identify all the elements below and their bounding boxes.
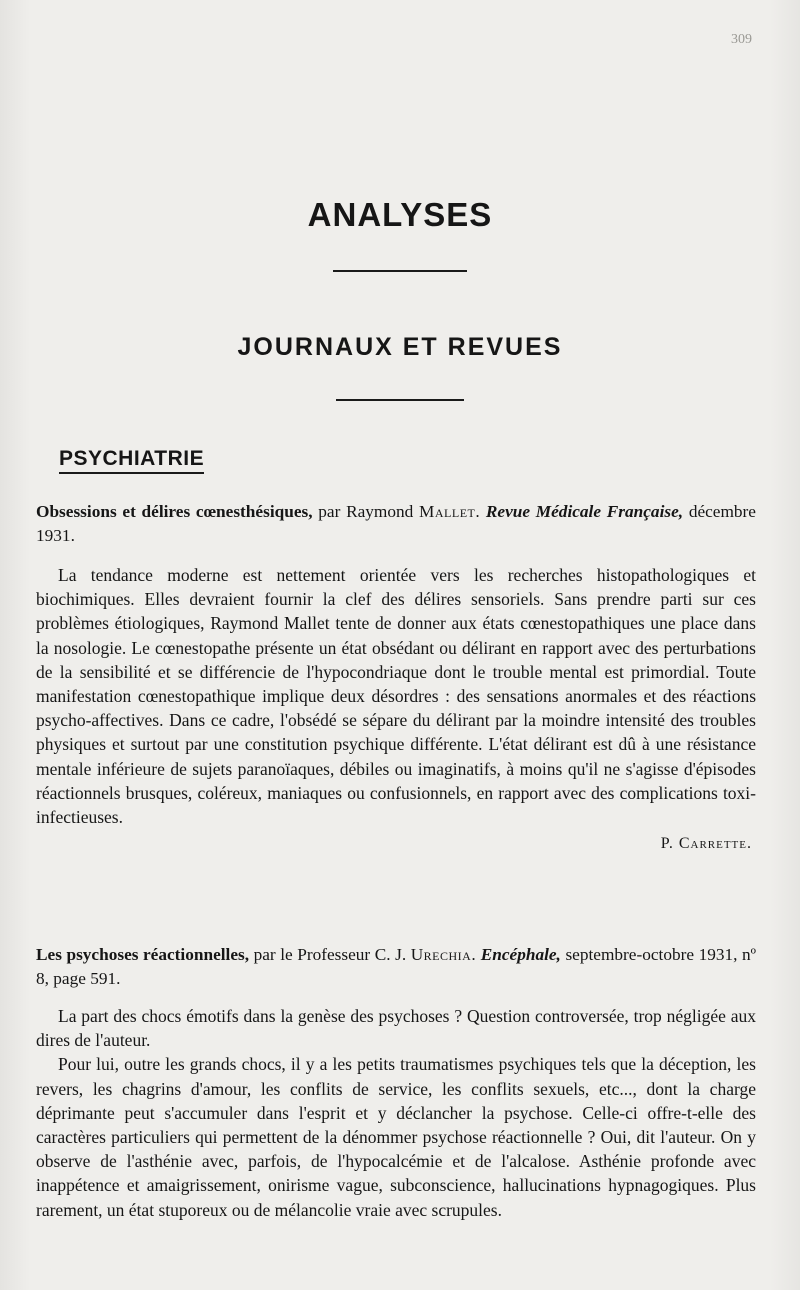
- article-2-citation: septembre-octobre 1931, nº 8, page 591.: [36, 945, 756, 988]
- article-1-by: par Raymond: [318, 502, 414, 521]
- article-1-signature: P. Carrette.: [660, 835, 752, 853]
- article-2-paragraph-2: Pour lui, outre les grands chocs, il y a les petits traumatismes psychiques tels que la déception, les revers, les chagrins d'amour, les conflits de service, les conflits sexuels, etc..., dont la charge déprimante peut s'accumuler dans l'esprit et y déclancher la psychose. Celle-ci offre-t-elle des caractères particuliers qui permettent de la dénommer psychose réactionnelle ? Oui, dit l'auteur. On y observe de l'asthénie avec, parfois, de l'hypocalcémie et de l'alcalose. Asthénie profonde avec inappétence et amaigrissement, onirisme vague, subconscience, hallucinations hypnagogiques. Plus rarement, un état stuporeux ou de mélancolie vraie avec scrupules.: [36, 1054, 756, 1220]
- article-2-author: Urechia.: [410, 945, 477, 964]
- article-2: [36, 943, 756, 1222]
- article-2-header: [36, 943, 756, 991]
- article-2-body: [36, 1004, 756, 1222]
- article-1-body: [36, 563, 756, 829]
- article-2-paragraph-1: La part des chocs émotifs dans la genèse des psychoses ? Question controversée, trop négligée aux dires de l'auteur.: [36, 1006, 756, 1051]
- article-2-title: Les psychoses réactionnelles,: [36, 945, 250, 964]
- page-number: 309: [731, 32, 752, 47]
- title-rule: [333, 270, 467, 272]
- article-1-paragraph: La tendance moderne est nettement orientée vers les recherches histopathologiques et biochimiques. Elles devraient fournir la clef des délires sensoriels. Sans prendre parti sur ces problèmes étiologiques, Raymond Mallet tente de donner aux états cœnestopathiques une place dans la nosologie. Le cœnestopathe présente un état obsédant ou délirant en rapport avec des perturbations de la sensibilité et se différencie de l'hypocondriaque dont le trouble mental est primordial. Toute manifestation cœnestopathique implique deux désordres : des sensations anormales et des réactions psycho-affectives. Dans ce cadre, l'obsédé se sépare du délirant par la moindre intensité des troubles physiques et surtout par une constitution psychique différente. L'état délirant est dû à une résistance mentale inférieure de sujets paranoïaques, débiles ou imaginatifs, à moins qu'il ne s'agisse d'épisodes réactionnels brusques, coléreux, maniaques ou confusionnels, en rapport avec des complications toxi-infectieuses.: [36, 565, 756, 828]
- article-1-journal: Revue Médicale Française,: [485, 502, 684, 521]
- article-1-header: [36, 500, 756, 548]
- article-1-citation: décembre 1931.: [36, 502, 756, 545]
- article-2-by: par le Professeur C. J.: [253, 945, 407, 964]
- article-2-journal: Encéphale,: [480, 945, 561, 964]
- main-title: ANALYSES: [307, 196, 493, 233]
- article-1-author: Mallet.: [419, 502, 481, 521]
- article-1-title: Obsessions et délires cœnesthésiques,: [36, 502, 313, 521]
- article-1: [36, 500, 756, 853]
- subtitle-rule: [336, 399, 464, 401]
- sub-title: JOURNAUX ET REVUES: [237, 333, 563, 361]
- section-heading: PSYCHIATRIE: [59, 447, 204, 474]
